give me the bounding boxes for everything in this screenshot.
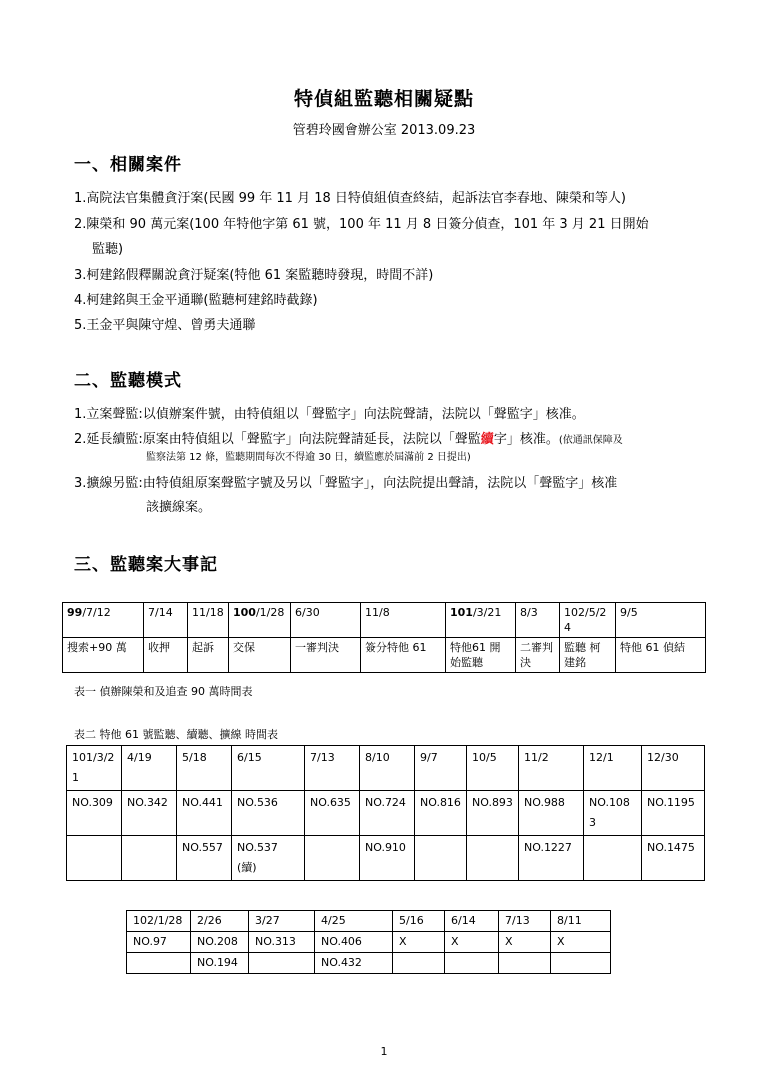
table-cell: 8/3 (516, 603, 560, 638)
table-cell: 4/19 (122, 746, 177, 791)
table-cell: 2/26 (191, 911, 249, 932)
table-cell: 起訴 (188, 638, 229, 673)
table-cell: 12/30 (642, 746, 705, 791)
table-cell: NO.816 (415, 791, 467, 836)
table-cell: NO.432 (315, 953, 393, 974)
table-cell: 8/10 (360, 746, 415, 791)
table-cell: NO.194 (191, 953, 249, 974)
mode-item-3: 3.擴線另監:由特偵組原案聲監字號及另以「聲監字」，向法院提出聲請，法院以「聲監字」核准 (74, 476, 618, 491)
case-item-4: 4.柯建銘與王金平通聯(監聽柯建銘時截錄) (74, 293, 318, 308)
table-cell: NO.342 (122, 791, 177, 836)
document-title: 特偵組監聽相關疑點 (293, 88, 474, 110)
table-row (63, 603, 706, 638)
section-heading-related-cases: 一、相關案件 (74, 155, 182, 175)
table-cell (393, 953, 445, 974)
table-cell: 9/7 (415, 746, 467, 791)
table-cell: 二審判決 (516, 638, 560, 673)
table-cell (67, 836, 122, 881)
mode-item-2-highlight: 續 (480, 432, 494, 447)
table-cell: 12/1 (584, 746, 642, 791)
mode-item-3-continued: 該擴線案。 (146, 500, 212, 515)
case-item-2-continued: 監聽) (92, 242, 124, 257)
table-cell: NO.406 (315, 932, 393, 953)
table-cell: NO.893 (467, 791, 519, 836)
page-number: 1 (380, 1045, 388, 1058)
table-cell: NO.537 (續) (232, 836, 305, 881)
table-cell: 101/3/21 (446, 603, 516, 638)
table-cell: NO.313 (249, 932, 315, 953)
case-item-5: 5.王金平與陳守煌、曾勇夫通聯 (74, 318, 256, 333)
table-cell: 特他61 開始監聽 (446, 638, 516, 673)
table-cell: 7/13 (499, 911, 551, 932)
table-row (63, 638, 706, 673)
mode-item-2-note-continued: 監察法第 12 條，監聽期間每次不得逾 30 日，續監應於屆滿前 2 日提出) (146, 452, 471, 463)
table-cell: 102/5/24 (560, 603, 616, 638)
table-cell (551, 953, 611, 974)
table-cell: NO.97 (127, 932, 191, 953)
table-cell: 9/5 (616, 603, 706, 638)
table-cell: NO.557 (177, 836, 232, 881)
table-cell: NO.441 (177, 791, 232, 836)
table-cell: X (393, 932, 445, 953)
table-cell: NO.988 (519, 791, 584, 836)
table-cell: X (499, 932, 551, 953)
table-cell: 7/14 (144, 603, 188, 638)
table-row (127, 932, 611, 953)
table-cell: NO.635 (305, 791, 360, 836)
mode-item-2-text-b: 字」核准。 (493, 432, 559, 447)
table-cell: NO.1475 (642, 836, 705, 881)
table-cell: 99/7/12 (63, 603, 144, 638)
document-subtitle: 管碧玲國會辦公室 2013.09.23 (292, 123, 476, 138)
table-cell: NO.910 (360, 836, 415, 881)
table-row (67, 746, 705, 791)
table-cell: NO.309 (67, 791, 122, 836)
table-cell: 交保 (229, 638, 291, 673)
table-cell: 11/18 (188, 603, 229, 638)
table-cell: 特他 61 偵結 (616, 638, 706, 673)
table-cell: 4/25 (315, 911, 393, 932)
table-cell: NO.208 (191, 932, 249, 953)
table-1-caption: 表一 偵辦陳榮和及追查 90 萬時間表 (74, 685, 253, 698)
table-cell (467, 836, 519, 881)
table-cell (499, 953, 551, 974)
table-cell: NO.1195 (642, 791, 705, 836)
table-cell: 一審判決 (291, 638, 361, 673)
case-item-1: 1.高院法官集體貪汙案(民國 99 年 11 月 18 日特偵組偵查終結，起訴法官李春地、陳榮和等人) (74, 191, 626, 206)
mode-item-2-note: (依通訊保障及 (558, 435, 623, 446)
case-item-2: 2.陳榮和 90 萬元案(100 年特他字第 61 號，100 年 11 月 8 日簽分偵查，101 年 3 月 21 日開始 (74, 217, 649, 232)
table-cell: NO.536 (232, 791, 305, 836)
table-cell (249, 953, 315, 974)
table-cell: 6/15 (232, 746, 305, 791)
table-cell: 100/1/28 (229, 603, 291, 638)
table-cell (584, 836, 642, 881)
mode-item-2 (74, 428, 623, 447)
table-cell: X (551, 932, 611, 953)
mode-item-1: 1.立案聲監:以偵辦案件號，由特偵組以「聲監字」向法院聲請，法院以「聲監字」核准。 (74, 407, 585, 422)
table-cell (305, 836, 360, 881)
table-cell: 102/1/28 (127, 911, 191, 932)
mode-item-2-text-a: 2.延長續監:原案由特偵組以「聲監字」向法院聲請延長，法院以「聲監 (74, 432, 481, 447)
table-cell: NO.1083 (584, 791, 642, 836)
timeline-table-2 (66, 745, 705, 881)
table-row (127, 953, 611, 974)
case-item-3: 3.柯建銘假釋關說貪汙疑案(特他 61 案監聽時發現，時間不詳) (74, 268, 434, 283)
table-2-caption: 表二 特他 61 號監聽、續聽、擴線 時間表 (74, 728, 278, 741)
table-cell (127, 953, 191, 974)
table-cell (445, 953, 499, 974)
table-cell (122, 836, 177, 881)
table-cell: NO.1227 (519, 836, 584, 881)
table-cell: 3/27 (249, 911, 315, 932)
table-cell: 5/18 (177, 746, 232, 791)
table-row (67, 836, 705, 881)
table-cell: NO.724 (360, 791, 415, 836)
table-cell: 監聽 柯建銘 (560, 638, 616, 673)
table-cell: 搜索+90 萬 (63, 638, 144, 673)
table-cell: 8/11 (551, 911, 611, 932)
table-cell: 5/16 (393, 911, 445, 932)
section-heading-timeline: 三、監聽案大事記 (74, 555, 218, 575)
table-cell: 6/14 (445, 911, 499, 932)
table-row (67, 791, 705, 836)
table-cell: 11/8 (361, 603, 446, 638)
section-heading-monitoring-mode: 二、監聽模式 (74, 371, 182, 391)
table-cell: 收押 (144, 638, 188, 673)
table-cell: 6/30 (291, 603, 361, 638)
table-cell: 11/2 (519, 746, 584, 791)
table-cell: 10/5 (467, 746, 519, 791)
table-cell: 101/3/21 (67, 746, 122, 791)
table-cell: 7/13 (305, 746, 360, 791)
timeline-table-1 (62, 602, 706, 673)
table-cell: 簽分特他 61 (361, 638, 446, 673)
timeline-table-3 (126, 910, 611, 974)
table-row (127, 911, 611, 932)
table-cell: X (445, 932, 499, 953)
table-cell (415, 836, 467, 881)
